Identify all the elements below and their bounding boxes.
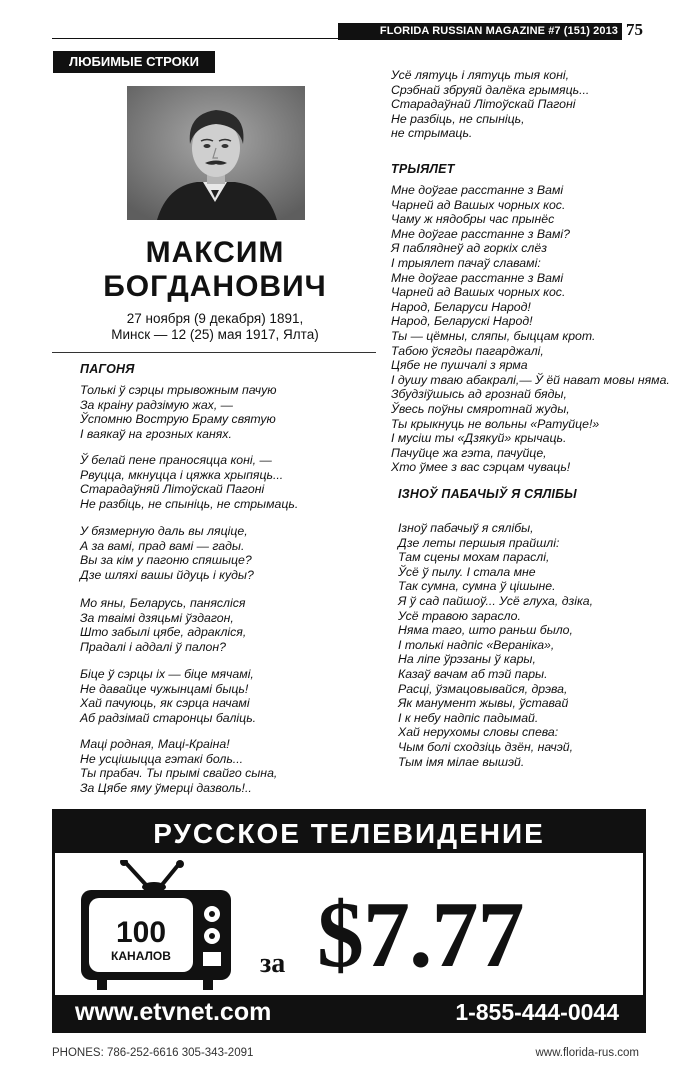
poem-line: Вы за кім у пагоню спяшыце? — [80, 553, 252, 568]
author-dates-line-2: Минск — 12 (25) мая 1917, Ялта) — [111, 327, 319, 342]
pahonia-stanza-1 — [80, 383, 277, 441]
poem-line: Як манумент жывы, ўставай — [398, 696, 569, 711]
poem-line: Народ, Беларускі Народ! — [391, 314, 533, 329]
poem-title-iznou: ІЗНОЎ ПАБАЧЫЎ Я СЯЛІБЫ — [398, 487, 577, 501]
poem-title-tryaliet: ТРЫЯЛЕТ — [391, 162, 455, 176]
poem-line: Ўвесь поўны смяротнай жуды, — [391, 401, 570, 416]
poem-line: Рвуцца, мкнуцца і цяжка хрыпяць... — [80, 467, 284, 482]
poem-line: Пачуйце жа гэта, пачуйце, — [391, 445, 547, 460]
header-rule — [52, 38, 338, 39]
author-portrait — [127, 86, 305, 220]
ad-phone-number[interactable]: 1-855-444-0044 — [455, 999, 619, 1025]
poem-line: Ты крыкнуць не вольны «Ратуйце!» — [391, 416, 600, 431]
poem-line: Мне доўгае расстанне з Вамі? — [391, 226, 570, 241]
poem-line: І мусіш ты «Дзякуй» крычаць. — [391, 431, 567, 446]
poem-line: Расці, ўзмацовывайся, дрэва, — [398, 681, 568, 696]
pahonia-stanza-6 — [80, 737, 277, 795]
poem-line: Ты прабач. Ты прымі свайго сына, — [80, 766, 278, 781]
poem-line: Ўсё ў пылу. І стала мне — [398, 564, 536, 579]
poem-line: Біце ў сэрцы іх — біце мячамі, — [80, 667, 254, 681]
tv-advertisement[interactable] — [52, 809, 646, 1033]
author-last-name: БОГДАНОВИЧ — [103, 270, 327, 303]
author-dates-line-1: 27 ноября (9 декабря) 1891, — [126, 311, 304, 326]
poem-line: Хто ўмее з вас сэрцам чуваць! — [391, 460, 571, 475]
poem-line: А за вамі, прад вамі — гады. — [80, 538, 245, 553]
tv-icon — [77, 860, 237, 992]
author-first-name: МАКСИМ — [145, 236, 285, 269]
poem-line: Мо яны, Беларусь, панясліся — [80, 596, 246, 610]
pahonia-stanza-2 — [80, 453, 298, 511]
poem-line: Аб радзімай старонцы баліць. — [80, 710, 257, 725]
poem-line: За краіну радзімую жах, — — [80, 397, 233, 412]
poem-line: Што забылі цябе, адракліся, — [80, 625, 247, 640]
poem-line: Не давайце чужынцамі быць! — [80, 681, 249, 696]
footer-website-link[interactable]: www.florida-rus.com — [535, 1047, 639, 1059]
poem-line: Чарней ад Вашых чорных кос. — [391, 197, 566, 212]
poem-line: Няма таго, што раньш было, — [398, 623, 573, 638]
poem-line: У бязмерную даль вы ляціце, — [80, 524, 248, 538]
poem-line: Чаму ж нядобры час прынёс — [391, 212, 555, 227]
tryaliet-text — [391, 183, 670, 475]
ad-contact-bar — [55, 995, 643, 1030]
poem-line: Усё лятуць і лятуць тыя коні, — [391, 68, 570, 82]
poem-line: Не усцішыцца гэтакі боль... — [80, 751, 244, 766]
poem-title-pahonia: ПАГОНЯ — [80, 362, 135, 376]
poem-line: Чарней ад Вашых чорных кос. — [391, 285, 566, 300]
poem-line: не стрымаць. — [391, 126, 473, 141]
tv-caption: КАНАЛОВ — [111, 949, 171, 963]
poem-line: Ўспомню Вострую Браму святую — [80, 412, 276, 427]
poem-line: Я ў сад пайшоў... Усё глуха, дзіка, — [398, 593, 594, 608]
poem-line: Старадаўняй Літоўскай Пагоні — [80, 482, 265, 497]
poem-line: Старадаўнай Літоўскай Пагоні — [391, 97, 576, 112]
ad-website-link[interactable]: www.etvnet.com — [75, 998, 272, 1026]
poem-line: Цябе не пушчалі з ярма — [391, 358, 528, 373]
divider — [52, 352, 376, 353]
pahonia-stanza-7 — [391, 68, 589, 141]
poem-line: Там сцены мохам параслі, — [398, 550, 550, 565]
poem-line: Усё травою зарасло. — [398, 608, 521, 623]
poem-line: Ты — цёмны, сляпы, быццам крот. — [391, 328, 596, 343]
poem-line: Чым болі сходзіць дзён, начэй, — [398, 739, 574, 754]
poem-line: Дзе леты першыя прайшлі: — [398, 535, 560, 550]
poem-line: Срэбнай збруяй далёка грымяць... — [391, 82, 590, 97]
tv-number: 100 — [115, 916, 167, 949]
poem-line: Не разбіць, не спыніць, не стрымаць. — [80, 496, 299, 511]
poem-line: І душу тваю абакралі,— Ў ёй нават мовы няма. — [391, 372, 670, 387]
magazine-issue: FLORIDA RUSSIAN MAGAZINE #7 (151) 2013 — [379, 25, 618, 37]
footer-phones: PHONES: 786-252-6616 305-343-2091 — [52, 1047, 254, 1059]
poem-line: Ў белай пене праносяцца коні, — — [80, 453, 272, 467]
ad-headline: РУССКОЕ ТЕЛЕВИДЕНИЕ — [55, 812, 643, 853]
pahonia-stanza-4 — [80, 596, 246, 654]
poem-line: Так сумна, сумна ў цішыне. — [398, 579, 556, 594]
poem-line: Народ, Беларуси Народ! — [391, 299, 531, 314]
poem-line: Толькі ў сэрцы трывожным пачую — [80, 383, 277, 397]
poem-line: Прадалі і аддалі ў палон? — [80, 639, 226, 654]
poem-line: Хай пачуюць, як сэрца начамі — [80, 696, 250, 711]
poem-line: І к небу надпіс падымай. — [398, 710, 539, 725]
pahonia-stanza-5 — [80, 667, 256, 725]
poem-line: Табою ўсягды пагарджалі, — [391, 343, 544, 358]
poem-line: На ліпе ўрэзаны ў кары, — [398, 652, 536, 667]
pahonia-stanza-3 — [80, 524, 254, 582]
poem-line: Мне доўгае расстанне з Вамі — [391, 183, 564, 197]
poem-line: За тваімі дзяцьмі ўздагон, — [80, 610, 234, 625]
poem-line: І ваякаў на грозных канях. — [80, 426, 232, 441]
poem-line: І толькі надпіс «Веранiка», — [398, 637, 555, 652]
poem-line: Ізноў пабачыў я сялібы, — [398, 521, 534, 535]
ad-price: $7.77 — [317, 883, 524, 987]
ad-za: за — [260, 948, 286, 979]
iznou-text — [398, 521, 593, 769]
poem-line: Тым імя мілае вышэй. — [398, 754, 525, 769]
poem-line: За Цябе яму ўмерці дазволь!.. — [80, 780, 252, 795]
section-label: ЛЮБИМЫЕ СТРОКИ — [53, 51, 215, 73]
poem-line: Маці родная, Маці-Краіна! — [80, 737, 230, 751]
poem-line: Дзе шляхі вашы йдуць і куды? — [80, 567, 254, 582]
poem-line: Я пабляднеў ад горкіх слёз — [391, 241, 547, 256]
poem-line: Казаў вачам аб тэй пары. — [398, 666, 548, 681]
poem-line: Збудзіўшысь ад грознай бяды, — [391, 387, 567, 402]
poem-line: Мне доўгае расстанне з Вамі — [391, 270, 564, 285]
poem-line: І трыялет пачаў славамі: — [391, 255, 541, 270]
poem-line: Не разбіць, не спыніць, — [391, 111, 525, 126]
page-number: 75 — [626, 20, 643, 39]
poem-line: Хай нерухомы словы спева: — [398, 725, 559, 740]
